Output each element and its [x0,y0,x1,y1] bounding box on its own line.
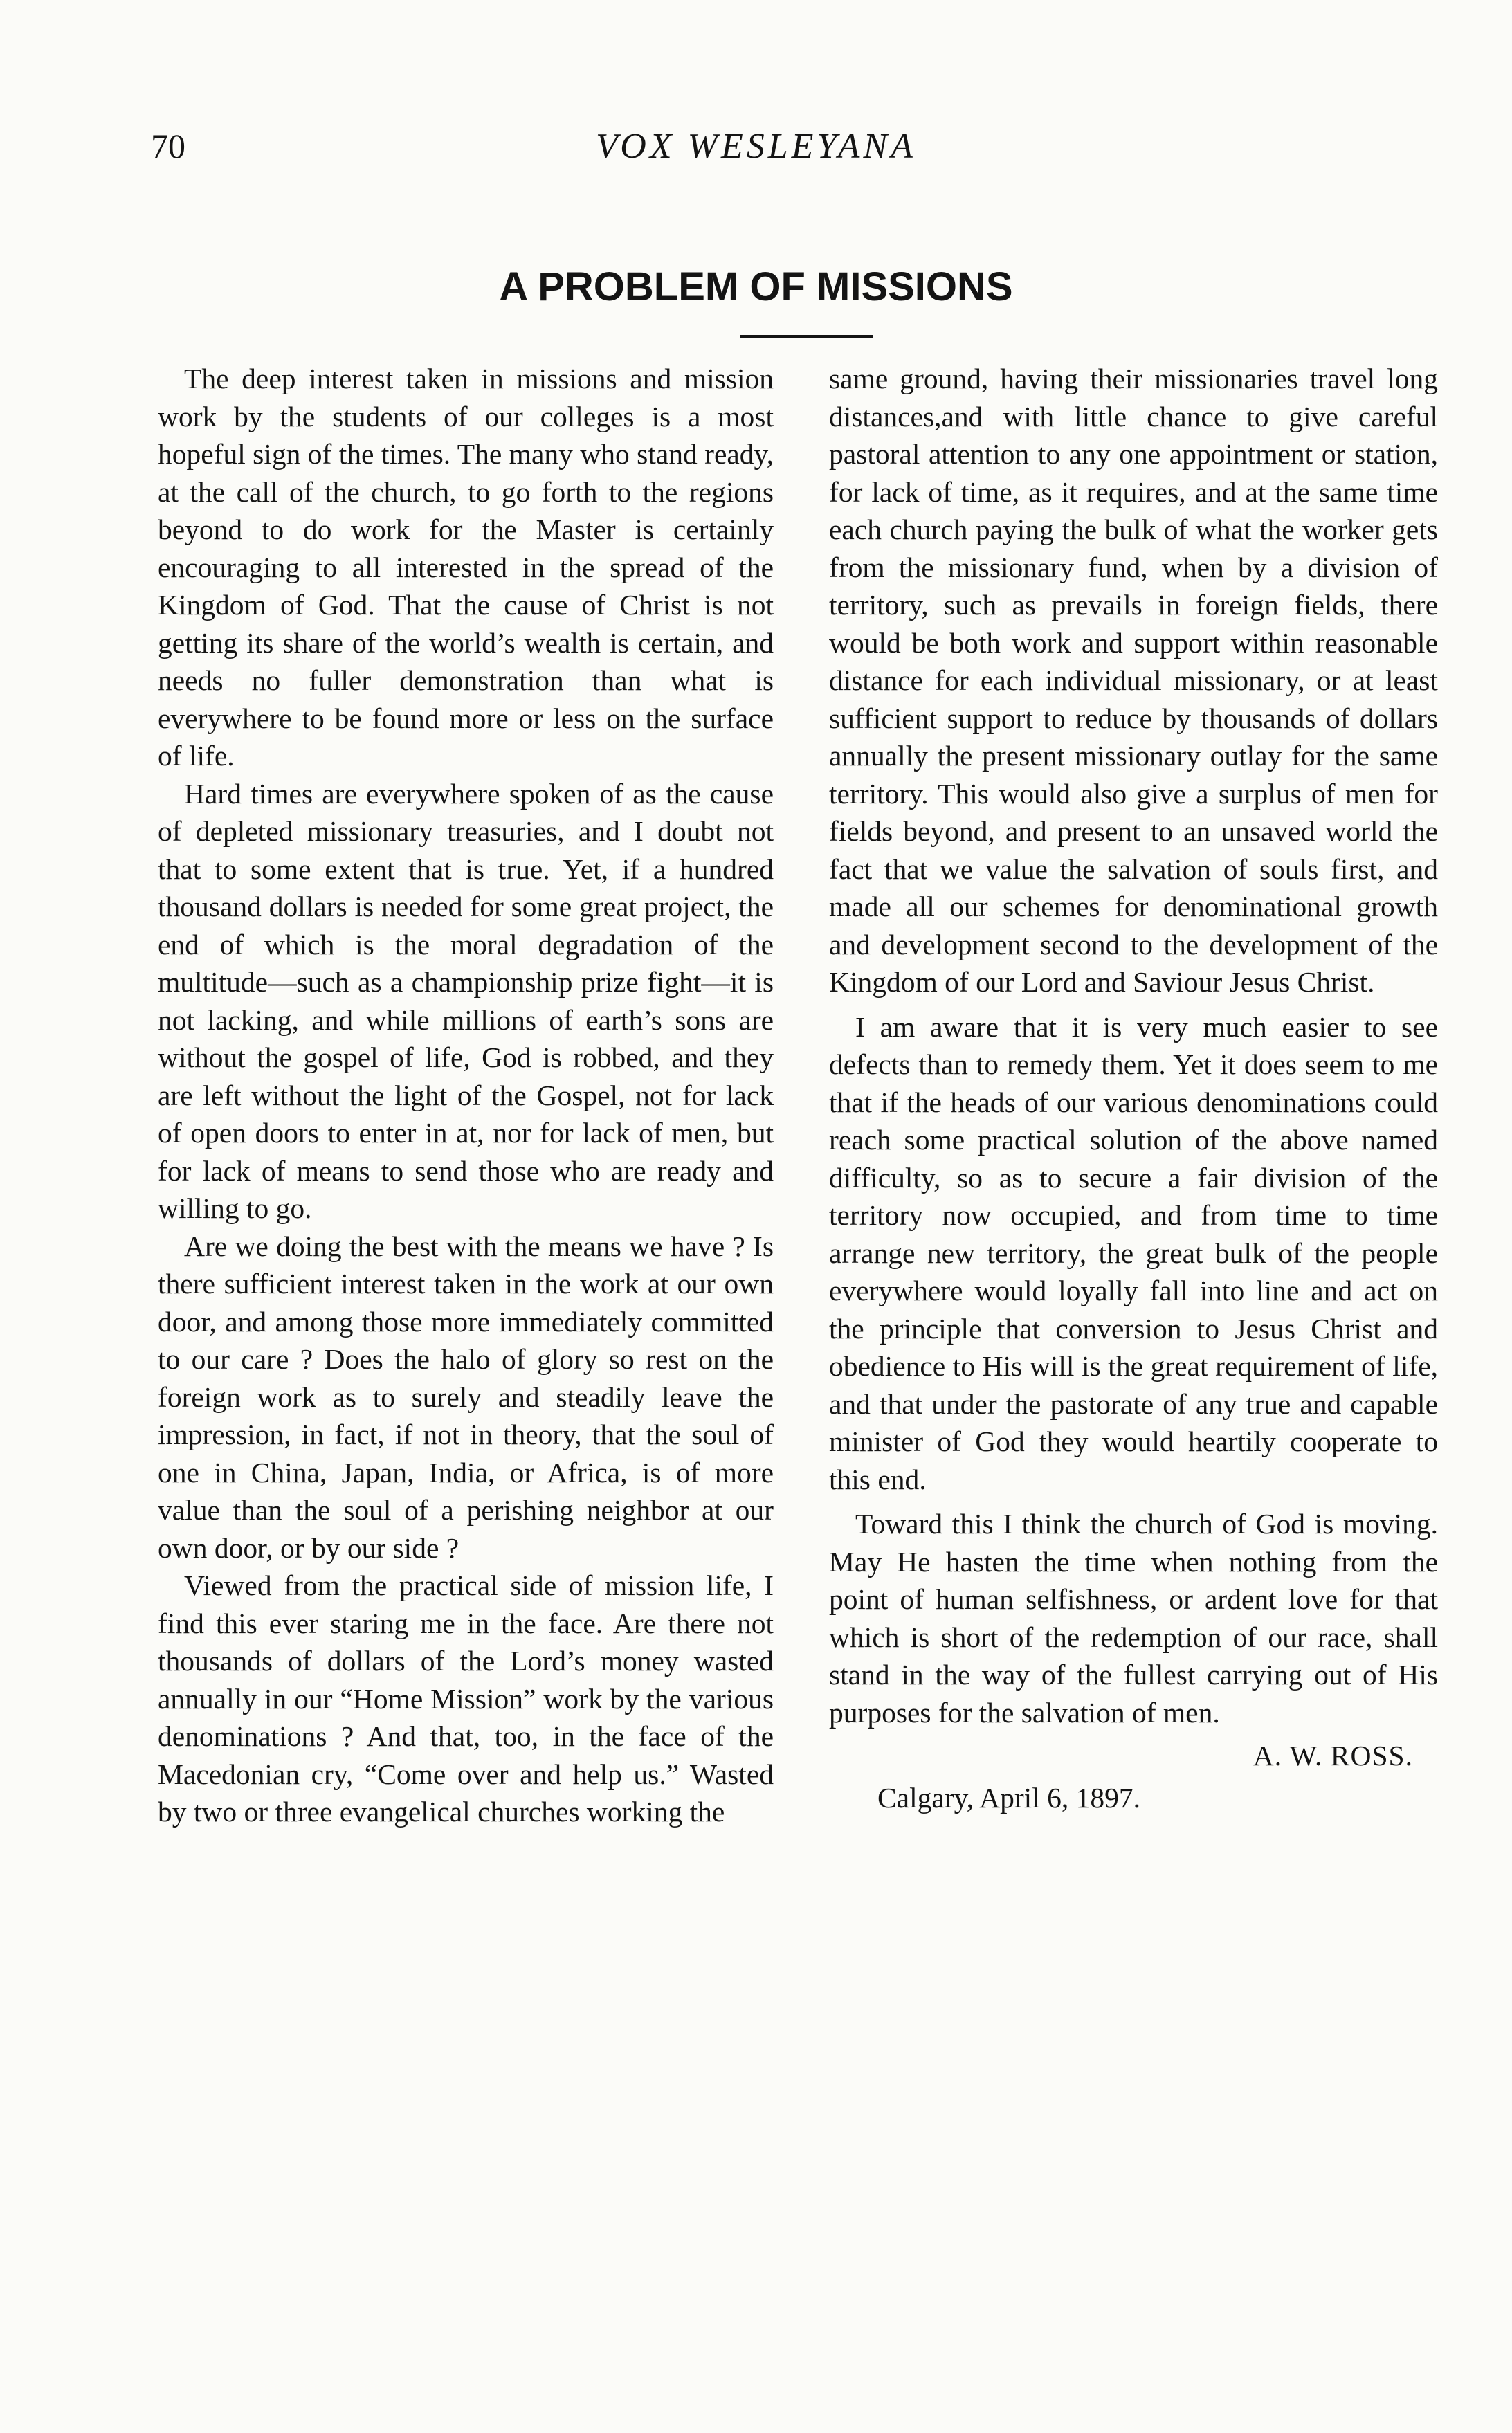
left-column [158,360,774,1831]
running-head: VOX WESLEYANA [596,127,916,166]
paragraph: Viewed from the practical side of mission life, I find this ever staring me in the face. Are there not thousands of dollars of the Lord’s money wasted annually in our “Home Mission” work by the various denominations ? And that, too, in the face of the Macedonian cry, “Come over and help us.” Wasted by two or three evangelical churches working the [158,1569,774,1828]
signature: A. W. ROSS. [1253,1740,1413,1771]
paragraph: I am aware that it is very much easier to see defects than to remedy them. Yet it does seem to me that if the heads of our various denominations could reach some practical solution of the above named difficulty, so as to secure a fair division of the territory now occupied, and from time to time arrange new territory, the great bulk of the people everywhere would loyally fall into line and act on the principle that conversion to Jesus Christ and obedience to His will is the great requirement of life, and that under the pastorate of any true and capable minister of God they would heartily cooperate to this end. [829,1010,1438,1495]
paragraph: Toward this I think the church of God is moving. May He hasten the time when nothing from the point of human selfishness, or ardent love for that which is short of the redemption of our race, shall stand in the way of the fullest carrying out of His purposes for the salvation of men. [829,1508,1438,1729]
place-date: Calgary, April 6, 1897. [877,1781,1140,1814]
right-column [829,360,1438,1816]
paragraph-continued: same ground, having their missionaries travel long distances,and with little chance to give careful pastoral attention to any one appointment or station, for lack of time, as it requires, and at the same time each church paying the bulk of what the worker gets from the missionary fund, when by a division of territory, such as prevails in foreign fields, there would be both work and support within reasonable distance for each individual missionary, or at least sufficient support to reduce by thousands of dollars annually the present missionary outlay for the same territory. This would also give a surplus of men for fields beyond, and present to an unsaved world the fact that we value the salvation of souls first, and made all our schemes for denominational growth and development second to the development of the Kingdom of our Lord and Saviour Jesus Christ. [829,363,1438,998]
paragraph: Hard times are everywhere spoken of as the cause of depleted missionary treasuries, and I doubt not that to some extent that is true. Yet, if a hundred thousand dollars is needed for some great project, the end of which is the moral degradation of the multitude—such as a championship prize fight—it is not lacking, and while millions of earth’s sons are without the gospel of life, God is robbed, and they are left without the light of the Gospel, not for lack of open doors to enter in at, nor for lack of men, but for lack of means to send those who are ready and willing to go. [158,777,774,1224]
article-title: A PROBLEM OF MISSIONS [499,264,1013,309]
page-number: 70 [151,127,185,165]
paragraph: The deep interest taken in missions and mission work by the students of our colleges is a most hopeful sign of the times. The many who stand ready, at the call of the church, to go forth to the regions beyond to do work for the Master is certainly encouraging to all interested in the spread of the Kingdom of God. That the cause of Christ is not getting its share of the world’s wealth is certain, and needs no fuller demonstration than what is everywhere to be found more or less on the surface of life. [158,363,774,772]
title-rule [740,335,873,338]
paragraph: Are we doing the best with the means we have ? Is there sufficient interest taken in the work at our own door, and among those more immediately committed to our care ? Does the halo of glory so rest on the foreign work as to surely and steadily leave the impression, in fact, if not in theory, that the soul of one in China, Japan, India, or Africa, is of more value than the soul of a perishing neighbor at our own door, or by our side ? [158,1230,774,1564]
